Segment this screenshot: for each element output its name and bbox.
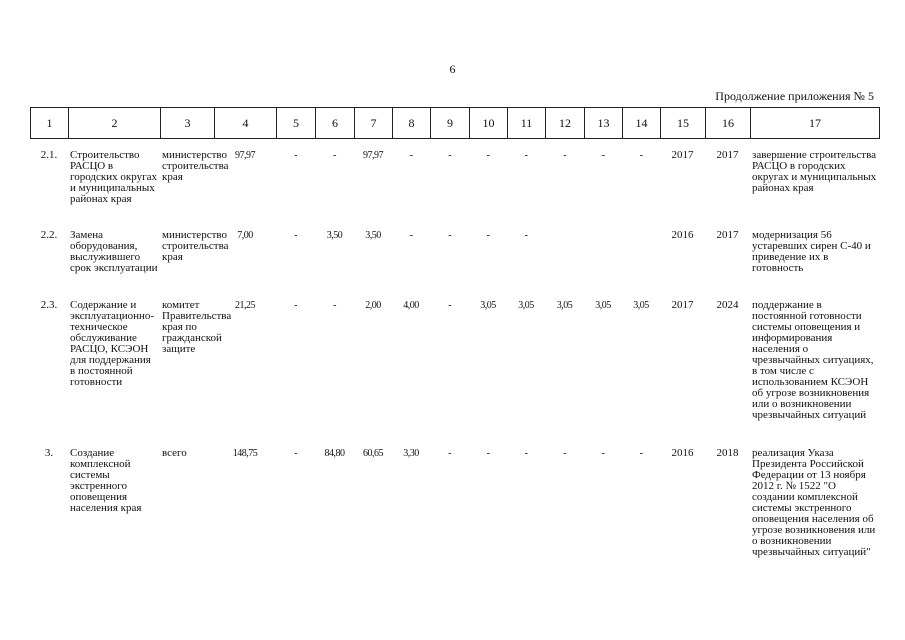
cell-value-col-5: - bbox=[294, 448, 297, 459]
cell-expected-result: реализация Указа Президента Российской Федерации от 13 ноября 2012 г. № 1522 "О создании комплексной системы экстренного оповещения населения об угрозе возникновения или о возникновении чрезвычайных ситуаций" bbox=[752, 447, 876, 558]
cell-value-col-6: 3,50 bbox=[326, 230, 343, 241]
cell-value-col-10: - bbox=[486, 448, 490, 459]
cell-executor: комитет Правительства края по гражданской защите bbox=[162, 299, 232, 355]
cell-value-col-11: - bbox=[524, 448, 528, 459]
cell-value-col-8: - bbox=[409, 230, 413, 241]
cell-total-value: 7,00 bbox=[237, 230, 253, 241]
cell-row-number: 2.3. bbox=[40, 299, 58, 311]
column-header-13: 13 bbox=[585, 108, 623, 139]
column-header-table bbox=[30, 107, 880, 139]
cell-value-col-9: - bbox=[448, 150, 451, 161]
cell-value-col-11: 3,05 bbox=[518, 300, 534, 311]
cell-measure-name: Содержание и эксплуатационно-техническое обслуживание РАСЦО, КСЭОН для поддержания в постоянной готовности bbox=[70, 299, 155, 388]
cell-value-col-7: 2,00 bbox=[365, 300, 381, 311]
cell-value-col-6: - bbox=[333, 300, 336, 311]
cell-value-col-14: 3,05 bbox=[633, 300, 649, 311]
cell-value-col-13: - bbox=[601, 150, 605, 161]
cell-row-number: 2.1. bbox=[40, 149, 58, 161]
cell-row-number: 2.2. bbox=[40, 229, 58, 241]
cell-total-value: 148,75 bbox=[232, 448, 258, 459]
cell-value-col-11: - bbox=[524, 230, 528, 241]
cell-value-col-5: - bbox=[294, 300, 297, 311]
column-header-7: 7 bbox=[355, 108, 393, 139]
cell-value-col-9: - bbox=[448, 448, 451, 459]
page-number: 6 bbox=[449, 62, 456, 76]
cell-total-value: 21,25 bbox=[235, 300, 255, 311]
cell-value-col-12: 3,05 bbox=[556, 300, 573, 311]
column-header-10: 10 bbox=[470, 108, 508, 139]
column-header-15: 15 bbox=[661, 108, 706, 139]
cell-value-col-13: - bbox=[601, 448, 605, 459]
column-header-2: 2 bbox=[69, 108, 161, 139]
cell-expected-result: модернизация 56 устаревших сирен С-40 и приведение их в готовность bbox=[752, 229, 871, 274]
cell-executor: министерство строительства края bbox=[162, 229, 229, 263]
cell-value-col-11: - bbox=[524, 150, 528, 161]
cell-start-year: 2016 bbox=[671, 229, 694, 241]
cell-row-number: 3. bbox=[44, 447, 54, 459]
cell-value-col-7: 60,65 bbox=[363, 448, 383, 459]
cell-start-year: 2017 bbox=[671, 299, 694, 311]
cell-value-col-8: 3,30 bbox=[403, 448, 419, 459]
cell-value-col-6: 84,80 bbox=[324, 448, 345, 459]
cell-executor: министерство строительства края bbox=[162, 149, 229, 183]
column-header-12: 12 bbox=[546, 108, 585, 139]
header-row bbox=[31, 108, 880, 139]
cell-value-col-8: - bbox=[409, 150, 413, 161]
cell-value-col-5: - bbox=[294, 230, 297, 241]
cell-value-col-8: 4,00 bbox=[403, 300, 419, 311]
column-header-6: 6 bbox=[316, 108, 355, 139]
cell-value-col-9: - bbox=[448, 300, 451, 311]
cell-end-year: 2017 bbox=[716, 229, 739, 241]
cell-total-value: 97,97 bbox=[235, 150, 255, 161]
column-header-14: 14 bbox=[623, 108, 661, 139]
cell-measure-name: Замена оборудования, выслужившего срок эксплуатации bbox=[70, 229, 158, 274]
continuation-note: Продолжение приложения № 5 bbox=[715, 89, 874, 103]
cell-expected-result: поддержание в постоянной готовности системы оповещения и информирования населения о чрезвычайных ситуациях, в том числе с использованием КСЭОН об угрозе возникновения или о возникновении чрезвычайных ситуаций bbox=[752, 299, 874, 421]
cell-end-year: 2017 bbox=[716, 149, 739, 161]
column-header-17: 17 bbox=[751, 108, 880, 139]
cell-value-col-10: - bbox=[486, 150, 490, 161]
cell-value-col-6: - bbox=[333, 150, 336, 161]
cell-start-year: 2017 bbox=[671, 149, 694, 161]
column-header-11: 11 bbox=[508, 108, 546, 139]
cell-value-col-14: - bbox=[639, 150, 643, 161]
cell-value-col-12: - bbox=[563, 448, 566, 459]
cell-executor: всего bbox=[162, 447, 187, 459]
column-header-8: 8 bbox=[393, 108, 431, 139]
cell-value-col-13: 3,05 bbox=[595, 300, 611, 311]
cell-value-col-14: - bbox=[639, 448, 643, 459]
cell-start-year: 2016 bbox=[671, 447, 694, 459]
column-header-4: 4 bbox=[215, 108, 277, 139]
cell-value-col-10: 3,05 bbox=[480, 300, 496, 311]
cell-measure-name: Строительство РАСЦО в городских округах и муниципальных районах края bbox=[70, 149, 157, 205]
cell-end-year: 2018 bbox=[716, 447, 739, 459]
cell-value-col-5: - bbox=[294, 150, 297, 161]
cell-value-col-12: - bbox=[563, 150, 566, 161]
cell-value-col-7: 97,97 bbox=[363, 150, 383, 161]
column-header-3: 3 bbox=[161, 108, 215, 139]
cell-end-year: 2024 bbox=[716, 299, 739, 311]
cell-expected-result: завершение строительства РАСЦО в городских округах и муниципальных районах края bbox=[752, 149, 877, 194]
column-header-16: 16 bbox=[706, 108, 751, 139]
column-header-1: 1 bbox=[31, 108, 69, 139]
cell-value-col-10: - bbox=[486, 230, 490, 241]
cell-value-col-9: - bbox=[448, 230, 451, 241]
column-header-9: 9 bbox=[431, 108, 470, 139]
column-header-5: 5 bbox=[277, 108, 316, 139]
cell-measure-name: Создание комплексной системы экстренного оповещения населения края bbox=[70, 447, 142, 514]
cell-value-col-7: 3,50 bbox=[365, 230, 381, 241]
